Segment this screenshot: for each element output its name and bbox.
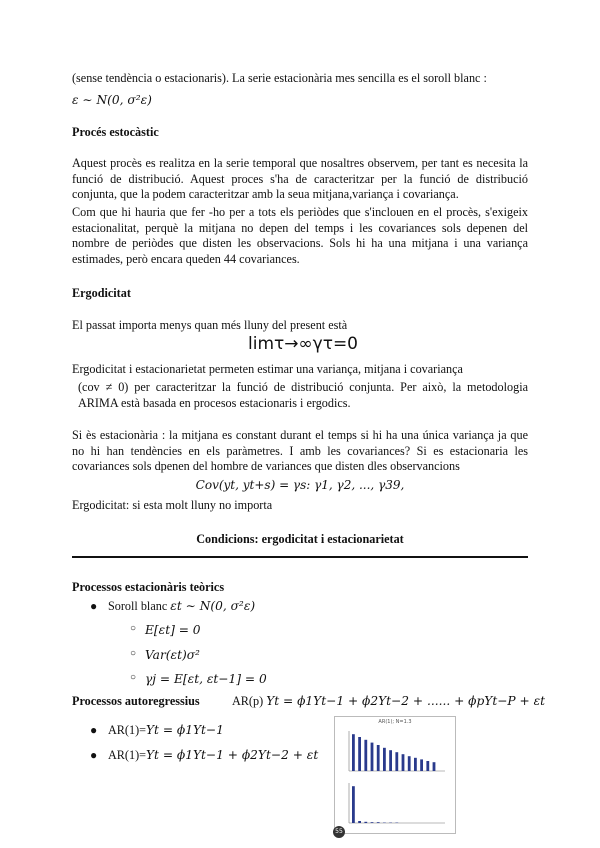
page-badge: 55: [333, 826, 345, 838]
proces-paragraph-2: Com que hi hauria que fer -ho per a tots els periòdes que s'inclouen en el procès, s'exigeix estacionalitat, perquè la mitjana no depen del temps i les covariances sols depenen del nombre de periòdes que disten les observacions. Sols hi ha una mitjana i una variança estimades, però encara queden 44 covariances.: [72, 205, 528, 266]
white-noise-formula: ε ∼ N(0, σ²ε): [72, 93, 152, 107]
circle-bullet-icon: ○: [130, 648, 137, 659]
acf-bar: [389, 750, 392, 771]
acf-bar: [402, 754, 405, 771]
acf-bar: [414, 758, 417, 771]
white-noise-label: Soroll blanc: [108, 599, 168, 613]
variance-formula: Var(εt)σ²: [145, 648, 200, 662]
expectation-formula: E[εt] = 0: [145, 623, 201, 637]
circle-bullet-icon: ○: [130, 623, 137, 634]
ergo-paragraph-4: Si ès estacionària : la mitjana es constant durant el temps si hi ha una única variança ja que no hi han tendències en els paràmetres. I amb les covariances? Si es estacionaria les covariances sols dpenen del hombre de variances que disten dles observancions: [72, 428, 528, 474]
heading-proces-estocastic: Procés estocàstic: [72, 125, 159, 139]
heading-ergodicitat: Ergodicitat: [72, 286, 131, 300]
circle-bullet-icon: ○: [130, 672, 137, 683]
ar-p-formula: Yt = ϕ1Yt−1 + ϕ2Yt−2 + ...... + ϕpYt−P + εt: [266, 694, 546, 708]
ergo-paragraph-5: Ergodicitat: si esta molt lluny no importa: [72, 498, 273, 512]
acf-bar: [383, 748, 386, 771]
intro-text: (sense tendència o estacionaris). La serie estacionària mes sencilla es el soroll blanc :: [72, 71, 487, 85]
acf-bar: [395, 752, 398, 771]
pacf-plot: [335, 779, 455, 829]
conditions-title: Condicions: ergodicitat i estacionarietat: [196, 532, 404, 546]
acf-bar: [433, 762, 436, 771]
acf-bar: [371, 743, 374, 771]
heading-processos-teorics: Processos estacionàris teòrics: [72, 580, 225, 594]
pacf-bar: [377, 822, 380, 823]
ar2-formula: Yt = ϕ1Yt−1 + ϕ2Yt−2 + εt: [146, 748, 319, 762]
acf-pacf-figure: [334, 716, 456, 834]
ar-p-label: AR(p): [232, 694, 264, 708]
bullet-icon: ●: [90, 599, 98, 613]
limit-formula: limτ→∞γτ=0: [248, 334, 359, 354]
ergo-paragraph-2: Ergodicitat i estacionarietat permeten estimar una variança, mitjana i covariança: [72, 362, 463, 376]
ergo-paragraph-1: El passat importa menys quan més lluny del present està: [72, 318, 348, 332]
acf-bar: [426, 761, 429, 771]
acf-bar: [420, 759, 423, 771]
ar1-formula: Yt = ϕ1Yt−1: [146, 723, 224, 737]
covariance-formula: Cov(yt, yt+s) = γs: γ1, γ2, ..., γ39,: [195, 478, 405, 492]
ergo-paragraph-3: (cov ≠ 0) per caracteritzar la funció de distribució conjunta. Per això, la metodologia ARIMA està basada en procesos estacionaris i ergodics.: [78, 380, 528, 410]
acf-bar: [352, 734, 355, 771]
pacf-bar: [358, 821, 361, 823]
white-noise-dist: εt ∼ N(0, σ²ε): [170, 599, 256, 613]
bullet-icon: ●: [90, 748, 98, 762]
autocovariance-formula: γj = E[εt, εt−1] = 0: [145, 672, 267, 686]
pacf-bar: [352, 786, 355, 823]
acf-bar: [358, 737, 361, 771]
acf-bar: [408, 756, 411, 771]
ar1-label: AR(1)=: [108, 723, 147, 737]
proces-paragraph-1: Aquest procès es realitza en la serie temporal que nosaltres observem, per tant es necesita la funció de distribució. Aquest proces s'ha de caracteritzar per la funció de distribució conjunta, que la podem caracteritzar amb la seua mitjana,variança i covariança.: [72, 156, 528, 202]
acf-plot: [335, 727, 455, 777]
heading-processos-autoregressius: Processos autoregressius: [72, 694, 200, 708]
bullet-icon: ●: [90, 723, 98, 737]
pacf-bar: [364, 822, 367, 823]
pacf-bar: [371, 822, 374, 823]
acf-bar: [364, 740, 367, 771]
acf-bar: [377, 745, 380, 771]
figure-title: AR(1); N=1.3: [378, 719, 412, 725]
ar2-label: AR(1)=: [108, 748, 147, 762]
section-divider: [72, 556, 528, 558]
